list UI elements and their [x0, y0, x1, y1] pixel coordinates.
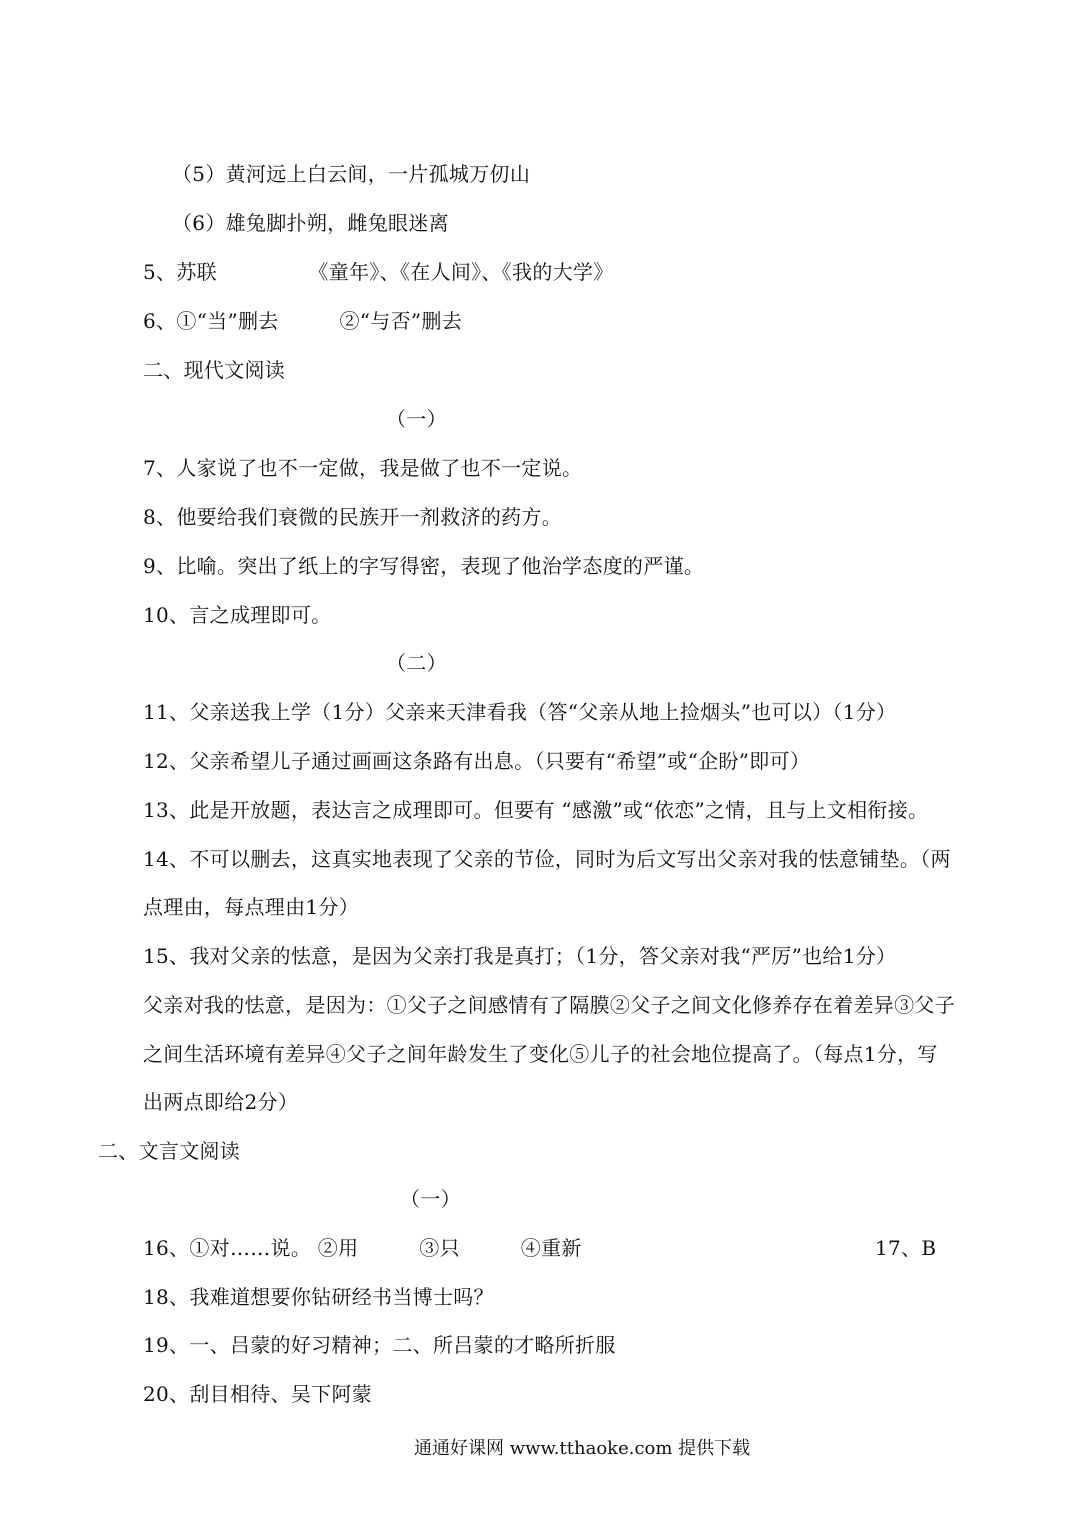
subsection-classical-1: （一） — [400, 1187, 461, 1211]
subsection-2: （二） — [386, 651, 447, 675]
answer-15-cont-3: 出两点即给2分） — [143, 1090, 299, 1114]
answer-9: 9、比喻。突出了纸上的字写得密，表现了他治学态度的严谨。 — [143, 554, 705, 578]
answer-8: 8、他要给我们衰微的民族开一剂救济的药方。 — [143, 505, 563, 529]
answer-12: 12、父亲希望儿子通过画画这条路有出息。（只要有“希望”或“企盼”即可） — [143, 749, 811, 773]
answer-15: 15、我对父亲的怯意，是因为父亲打我是真打；（1分，答父亲对我“严厉”也给1分） — [143, 944, 897, 968]
answer-15-cont-2: 之间生活环境有差异④父子之间年龄发生了变化⑤儿子的社会地位提高了。（每点1分，写 — [143, 1042, 938, 1066]
answer-11: 11、父亲送我上学（1分）父亲来天津看我（答“父亲从地上捡烟头”也可以）（1分） — [143, 700, 897, 724]
answer-6: 6、①“当”删去 ②“与否”删去 — [143, 309, 463, 333]
answer-16: 16、①对……说。 ②用 ③只 ④重新 — [143, 1236, 582, 1260]
section-modern-reading: 二、现代文阅读 — [143, 358, 286, 382]
answer-14: 14、不可以删去，这真实地表现了父亲的节俭，同时为后文写出父亲对我的怯意铺垫。（两 — [143, 847, 951, 871]
footer-credit: 通通好课网 www.tthaoke.com 提供下载 — [414, 1438, 751, 1459]
answer-4-5: （5）黄河远上白云间，一片孤城万仞山 — [172, 162, 531, 186]
answer-4-6: （6）雄兔脚扑朔，雌兔眼迷离 — [172, 211, 449, 235]
answer-14-cont: 点理由，每点理由1分） — [143, 895, 360, 919]
answer-18: 18、我难道想要你钻研经书当博士吗？ — [143, 1285, 494, 1309]
answer-20: 20、刮目相待、吴下阿蒙 — [143, 1382, 373, 1406]
answer-7: 7、人家说了也不一定做，我是做了也不一定说。 — [143, 456, 583, 480]
answer-19: 19、一、吕蒙的好习精神；二、所吕蒙的才略所折服 — [143, 1333, 616, 1357]
answer-15-cont-1: 父亲对我的怯意，是因为：①父子之间感情有了隔膜②父子之间文化修养存在着差异③父子 — [143, 993, 955, 1017]
answer-17: 17、B — [875, 1236, 937, 1260]
subsection-1: （一） — [386, 407, 447, 431]
answer-10: 10、言之成理即可。 — [143, 603, 332, 627]
answer-5: 5、苏联 《童年》、《在人间》、《我的大学》 — [143, 260, 614, 284]
answer-13: 13、此是开放题，表达言之成理即可。但要有 “感激”或“依恋”之情，且与上文相衔接。 — [143, 798, 929, 822]
section-classical-reading: 二、文言文阅读 — [98, 1139, 241, 1163]
